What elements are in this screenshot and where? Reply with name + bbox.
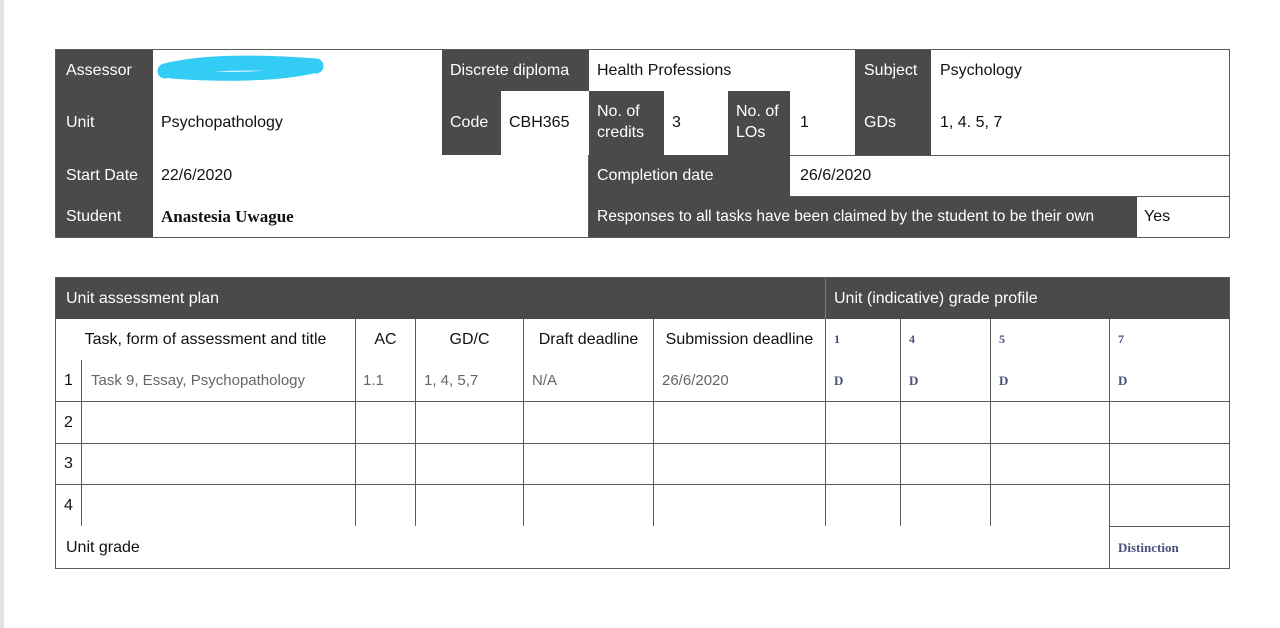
grade-cell: D — [909, 372, 919, 388]
grade-cell: D — [834, 372, 844, 388]
los-value: 1 — [800, 114, 809, 131]
col-header-task: Task, form of assessment and title — [84, 330, 327, 348]
border — [825, 319, 826, 526]
los-label-line2: LOs — [736, 124, 766, 141]
row-number: 2 — [64, 413, 73, 431]
col-header-draft: Draft deadline — [538, 330, 639, 348]
unit-label: Unit — [66, 114, 95, 131]
border — [55, 568, 1230, 569]
grade-cell: D — [1118, 372, 1128, 388]
ac-cell: 1.1 — [363, 372, 384, 389]
submission-cell: 26/6/2020 — [662, 372, 729, 389]
unit-grade-value: Distinction — [1118, 539, 1179, 555]
los-label-line1: No. of — [736, 103, 779, 120]
border — [990, 319, 991, 526]
unit-value: Psychopathology — [161, 114, 283, 131]
diploma-value: Health Professions — [597, 61, 732, 79]
row-number: 3 — [64, 455, 73, 472]
unit-grade-label: Unit grade — [66, 538, 140, 556]
completion-date-label: Completion date — [597, 166, 714, 184]
subject-value: Psychology — [940, 61, 1022, 79]
diploma-label: Discrete diploma — [450, 61, 570, 79]
assessor-label: Assessor — [66, 61, 132, 79]
start-date-value: 22/6/2020 — [161, 166, 233, 184]
row-number: 1 — [64, 371, 73, 389]
col-header-ac: AC — [374, 330, 397, 348]
student-value: Anastesia Uwague — [161, 206, 294, 226]
responses-value: Yes — [1144, 207, 1171, 225]
task-cell: Task 9, Essay, Psychopathology — [91, 372, 305, 389]
grade-header-5: 5 — [999, 332, 1005, 346]
grade-cell: D — [999, 372, 1009, 388]
assessor-value — [153, 50, 442, 91]
gds-value: 1, 4. 5, 7 — [940, 114, 1003, 131]
col-header-gdc: GD/C — [449, 330, 490, 348]
border — [81, 360, 82, 526]
border — [55, 401, 1230, 402]
grade-header-7: 7 — [1118, 332, 1124, 346]
grade-header-1: 1 — [834, 332, 840, 346]
code-value: CBH365 — [509, 114, 570, 131]
col-header-submission: Submission deadline — [665, 330, 814, 348]
border — [1229, 49, 1230, 238]
responses-label: Responses to all tasks have been claimed by the student to be their own — [597, 207, 1095, 225]
draft-cell: N/A — [532, 372, 558, 389]
border — [55, 443, 1230, 444]
subject-label: Subject — [864, 61, 918, 79]
plan-title: Unit assessment plan — [66, 289, 219, 307]
start-date-label: Start Date — [66, 166, 139, 184]
grade-header-4: 4 — [909, 332, 915, 346]
los-label — [736, 101, 790, 147]
credits-label-line1: No. of — [597, 103, 640, 120]
gds-label: GDs — [864, 114, 896, 131]
border — [1229, 277, 1230, 569]
student-label: Student — [66, 207, 122, 225]
code-label: Code — [450, 114, 489, 131]
credits-value: 3 — [672, 114, 681, 131]
border — [55, 484, 1230, 485]
border — [55, 277, 1230, 278]
border — [55, 237, 1230, 238]
border — [900, 319, 901, 526]
credits-label-line2: credits — [597, 124, 645, 141]
completion-date-value: 26/6/2020 — [800, 166, 872, 184]
window-left-edge — [0, 0, 4, 628]
gdc-cell: 1, 4, 5,7 — [424, 372, 479, 389]
border — [1109, 319, 1110, 568]
redaction-scribble — [153, 50, 442, 91]
grade-profile-title: Unit (indicative) grade profile — [834, 289, 1038, 307]
border — [825, 278, 826, 319]
row-number: 4 — [64, 496, 73, 514]
credits-label — [597, 101, 664, 147]
